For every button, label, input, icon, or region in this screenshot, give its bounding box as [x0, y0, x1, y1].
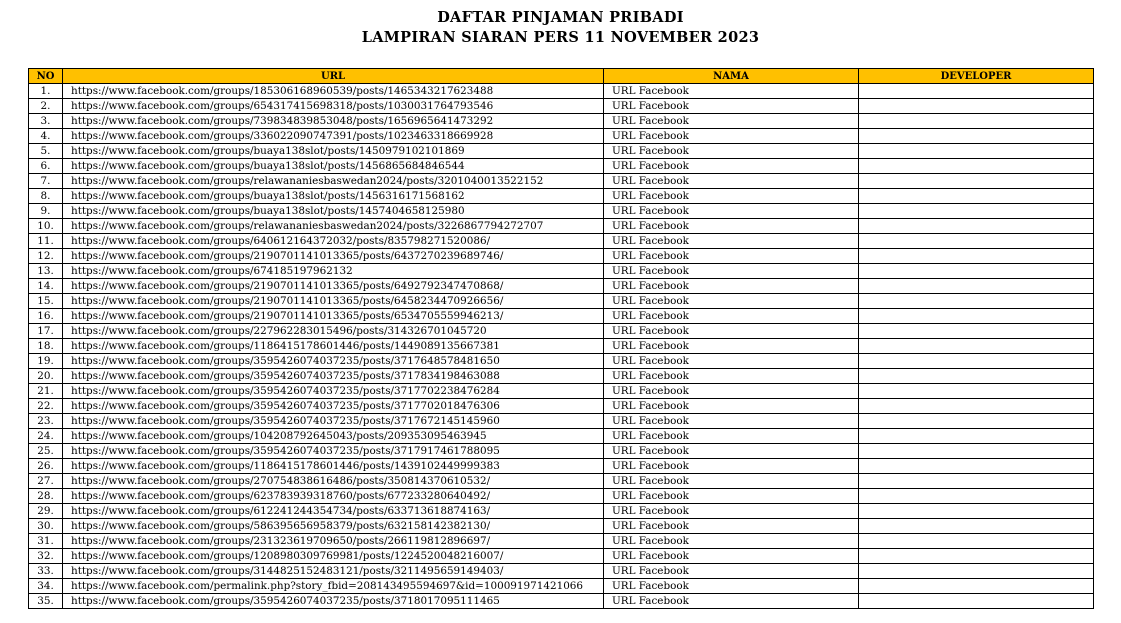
cell-developer	[859, 264, 1094, 279]
cell-url: https://www.facebook.com/groups/3595426074037235/posts/3717702238476284	[63, 384, 604, 399]
header-no: NO	[29, 69, 63, 84]
cell-nama: URL Facebook	[604, 144, 859, 159]
cell-developer	[859, 369, 1094, 384]
cell-url: https://www.facebook.com/groups/1186415178601446/posts/1439102449999383	[63, 459, 604, 474]
cell-url: https://www.facebook.com/groups/640612164372032/posts/835798271520086/	[63, 234, 604, 249]
cell-url: https://www.facebook.com/groups/3595426074037235/posts/3717648578481650	[63, 354, 604, 369]
cell-no: 23.	[29, 414, 63, 429]
cell-developer	[859, 249, 1094, 264]
cell-no: 4.	[29, 129, 63, 144]
table-row	[29, 369, 1094, 384]
cell-no: 28.	[29, 489, 63, 504]
cell-nama: URL Facebook	[604, 444, 859, 459]
document-subtitle: LAMPIRAN SIARAN PERS 11 NOVEMBER 2023	[361, 29, 760, 46]
cell-nama: URL Facebook	[604, 534, 859, 549]
cell-url: https://www.facebook.com/groups/623783939318760/posts/677233280640492/	[63, 489, 604, 504]
cell-no: 13.	[29, 264, 63, 279]
cell-nama: URL Facebook	[604, 309, 859, 324]
table-row	[29, 84, 1094, 99]
cell-no: 25.	[29, 444, 63, 459]
header-nama: NAMA	[604, 69, 859, 84]
cell-url: https://www.facebook.com/groups/relawananiesbaswedan2024/posts/3226867794272707	[63, 219, 604, 234]
cell-url: https://www.facebook.com/groups/relawananiesbaswedan2024/posts/3201040013522152	[63, 174, 604, 189]
cell-no: 3.	[29, 114, 63, 129]
cell-no: 33.	[29, 564, 63, 579]
cell-developer	[859, 384, 1094, 399]
cell-url: https://www.facebook.com/groups/2190701141013365/posts/6534705559946213/	[63, 309, 604, 324]
cell-developer	[859, 99, 1094, 114]
cell-url: https://www.facebook.com/groups/227962283015496/posts/314326701045720	[63, 324, 604, 339]
table-row	[29, 189, 1094, 204]
cell-url: https://www.facebook.com/groups/674185197962132	[63, 264, 604, 279]
cell-nama: URL Facebook	[604, 504, 859, 519]
cell-nama: URL Facebook	[604, 174, 859, 189]
table-row	[29, 414, 1094, 429]
cell-url: https://www.facebook.com/groups/1208980309769981/posts/1224520048216007/	[63, 549, 604, 564]
table-row	[29, 519, 1094, 534]
table-header-row	[29, 69, 1094, 84]
table-row	[29, 279, 1094, 294]
cell-nama: URL Facebook	[604, 129, 859, 144]
cell-nama: URL Facebook	[604, 564, 859, 579]
cell-developer	[859, 234, 1094, 249]
cell-no: 14.	[29, 279, 63, 294]
table-row	[29, 129, 1094, 144]
table-row	[29, 354, 1094, 369]
table-row	[29, 384, 1094, 399]
table-row	[29, 249, 1094, 264]
table-row	[29, 309, 1094, 324]
cell-url: https://www.facebook.com/groups/336022090747391/posts/1023463318669928	[63, 129, 604, 144]
cell-nama: URL Facebook	[604, 594, 859, 609]
loan-list-table	[28, 68, 1094, 609]
cell-no: 24.	[29, 429, 63, 444]
document-title: DAFTAR PINJAMAN PRIBADI	[437, 9, 684, 26]
cell-developer	[859, 339, 1094, 354]
cell-nama: URL Facebook	[604, 219, 859, 234]
header-url: URL	[63, 69, 604, 84]
table-body	[29, 84, 1094, 609]
table-row	[29, 174, 1094, 189]
cell-url: https://www.facebook.com/groups/3595426074037235/posts/3717672145145960	[63, 414, 604, 429]
cell-nama: URL Facebook	[604, 294, 859, 309]
cell-nama: URL Facebook	[604, 519, 859, 534]
cell-no: 16.	[29, 309, 63, 324]
cell-url: https://www.facebook.com/groups/612241244354734/posts/633713618874163/	[63, 504, 604, 519]
cell-nama: URL Facebook	[604, 114, 859, 129]
cell-no: 17.	[29, 324, 63, 339]
cell-developer	[859, 324, 1094, 339]
cell-developer	[859, 309, 1094, 324]
cell-url: https://www.facebook.com/groups/3595426074037235/posts/3718017095111465	[63, 594, 604, 609]
cell-nama: URL Facebook	[604, 354, 859, 369]
cell-no: 26.	[29, 459, 63, 474]
cell-url: https://www.facebook.com/groups/3144825152483121/posts/3211495659149403/	[63, 564, 604, 579]
cell-nama: URL Facebook	[604, 189, 859, 204]
table-row	[29, 594, 1094, 609]
cell-no: 19.	[29, 354, 63, 369]
cell-no: 15.	[29, 294, 63, 309]
cell-nama: URL Facebook	[604, 84, 859, 99]
cell-nama: URL Facebook	[604, 339, 859, 354]
cell-no: 2.	[29, 99, 63, 114]
cell-developer	[859, 519, 1094, 534]
cell-url: https://www.facebook.com/groups/739834839853048/posts/1656965641473292	[63, 114, 604, 129]
table-row	[29, 114, 1094, 129]
table-row	[29, 144, 1094, 159]
cell-nama: URL Facebook	[604, 369, 859, 384]
table-row	[29, 99, 1094, 114]
table-row	[29, 504, 1094, 519]
cell-no: 6.	[29, 159, 63, 174]
cell-url: https://www.facebook.com/groups/3595426074037235/posts/3717834198463088	[63, 369, 604, 384]
cell-no: 9.	[29, 204, 63, 219]
cell-nama: URL Facebook	[604, 429, 859, 444]
cell-no: 30.	[29, 519, 63, 534]
cell-url: https://www.facebook.com/groups/2190701141013365/posts/6458234470926656/	[63, 294, 604, 309]
cell-developer	[859, 279, 1094, 294]
cell-nama: URL Facebook	[604, 159, 859, 174]
cell-no: 29.	[29, 504, 63, 519]
cell-url: https://www.facebook.com/groups/buaya138slot/posts/1456316171568162	[63, 189, 604, 204]
cell-no: 34.	[29, 579, 63, 594]
cell-no: 12.	[29, 249, 63, 264]
cell-no: 5.	[29, 144, 63, 159]
cell-nama: URL Facebook	[604, 474, 859, 489]
cell-developer	[859, 144, 1094, 159]
header-developer: DEVELOPER	[859, 69, 1094, 84]
table-row	[29, 534, 1094, 549]
cell-developer	[859, 504, 1094, 519]
cell-nama: URL Facebook	[604, 459, 859, 474]
cell-developer	[859, 114, 1094, 129]
table-row	[29, 579, 1094, 594]
cell-no: 10.	[29, 219, 63, 234]
cell-url: https://www.facebook.com/groups/buaya138slot/posts/1456865684846544	[63, 159, 604, 174]
cell-developer	[859, 399, 1094, 414]
cell-no: 32.	[29, 549, 63, 564]
table-row	[29, 459, 1094, 474]
cell-no: 31.	[29, 534, 63, 549]
cell-nama: URL Facebook	[604, 399, 859, 414]
table-row	[29, 264, 1094, 279]
table-row	[29, 159, 1094, 174]
cell-url: https://www.facebook.com/groups/104208792645043/posts/209353095463945	[63, 429, 604, 444]
cell-developer	[859, 174, 1094, 189]
cell-nama: URL Facebook	[604, 99, 859, 114]
cell-no: 11.	[29, 234, 63, 249]
cell-url: https://www.facebook.com/groups/185306168960539/posts/1465343217623488	[63, 84, 604, 99]
table-row	[29, 204, 1094, 219]
cell-url: https://www.facebook.com/groups/3595426074037235/posts/3717702018476306	[63, 399, 604, 414]
cell-no: 20.	[29, 369, 63, 384]
table-row	[29, 474, 1094, 489]
cell-developer	[859, 459, 1094, 474]
cell-nama: URL Facebook	[604, 579, 859, 594]
cell-developer	[859, 294, 1094, 309]
table-row	[29, 294, 1094, 309]
cell-url: https://www.facebook.com/groups/270754838616486/posts/350814370610532/	[63, 474, 604, 489]
cell-url: https://www.facebook.com/groups/654317415698318/posts/1030031764793546	[63, 99, 604, 114]
table-row	[29, 339, 1094, 354]
table-row	[29, 399, 1094, 414]
cell-developer	[859, 444, 1094, 459]
cell-url: https://www.facebook.com/groups/586395656958379/posts/632158142382130/	[63, 519, 604, 534]
cell-url: https://www.facebook.com/permalink.php?story_fbid=208143495594697&id=100091971421066	[63, 579, 604, 594]
cell-nama: URL Facebook	[604, 414, 859, 429]
cell-no: 18.	[29, 339, 63, 354]
cell-developer	[859, 354, 1094, 369]
cell-no: 1.	[29, 84, 63, 99]
cell-developer	[859, 159, 1094, 174]
cell-developer	[859, 549, 1094, 564]
cell-developer	[859, 534, 1094, 549]
cell-developer	[859, 564, 1094, 579]
cell-developer	[859, 219, 1094, 234]
cell-nama: URL Facebook	[604, 489, 859, 504]
cell-url: https://www.facebook.com/groups/231323619709650/posts/266119812896697/	[63, 534, 604, 549]
cell-developer	[859, 474, 1094, 489]
cell-url: https://www.facebook.com/groups/buaya138slot/posts/1450979102101869	[63, 144, 604, 159]
cell-nama: URL Facebook	[604, 549, 859, 564]
cell-developer	[859, 189, 1094, 204]
cell-nama: URL Facebook	[604, 264, 859, 279]
cell-url: https://www.facebook.com/groups/3595426074037235/posts/3717917461788095	[63, 444, 604, 459]
table-row	[29, 219, 1094, 234]
cell-no: 27.	[29, 474, 63, 489]
cell-nama: URL Facebook	[604, 204, 859, 219]
cell-developer	[859, 429, 1094, 444]
cell-nama: URL Facebook	[604, 249, 859, 264]
cell-no: 22.	[29, 399, 63, 414]
table-row	[29, 489, 1094, 504]
cell-url: https://www.facebook.com/groups/1186415178601446/posts/1449089135667381	[63, 339, 604, 354]
cell-developer	[859, 129, 1094, 144]
cell-nama: URL Facebook	[604, 234, 859, 249]
cell-url: https://www.facebook.com/groups/2190701141013365/posts/6492792347470868/	[63, 279, 604, 294]
cell-developer	[859, 579, 1094, 594]
cell-no: 8.	[29, 189, 63, 204]
cell-nama: URL Facebook	[604, 324, 859, 339]
table-row	[29, 564, 1094, 579]
table-row	[29, 429, 1094, 444]
cell-no: 21.	[29, 384, 63, 399]
cell-developer	[859, 414, 1094, 429]
cell-developer	[859, 489, 1094, 504]
table-row	[29, 549, 1094, 564]
cell-no: 7.	[29, 174, 63, 189]
cell-developer	[859, 204, 1094, 219]
table-row	[29, 234, 1094, 249]
cell-nama: URL Facebook	[604, 384, 859, 399]
cell-url: https://www.facebook.com/groups/2190701141013365/posts/6437270239689746/	[63, 249, 604, 264]
cell-developer	[859, 594, 1094, 609]
table-row	[29, 444, 1094, 459]
cell-url: https://www.facebook.com/groups/buaya138slot/posts/1457404658125980	[63, 204, 604, 219]
cell-nama: URL Facebook	[604, 279, 859, 294]
cell-developer	[859, 84, 1094, 99]
table-row	[29, 324, 1094, 339]
cell-no: 35.	[29, 594, 63, 609]
